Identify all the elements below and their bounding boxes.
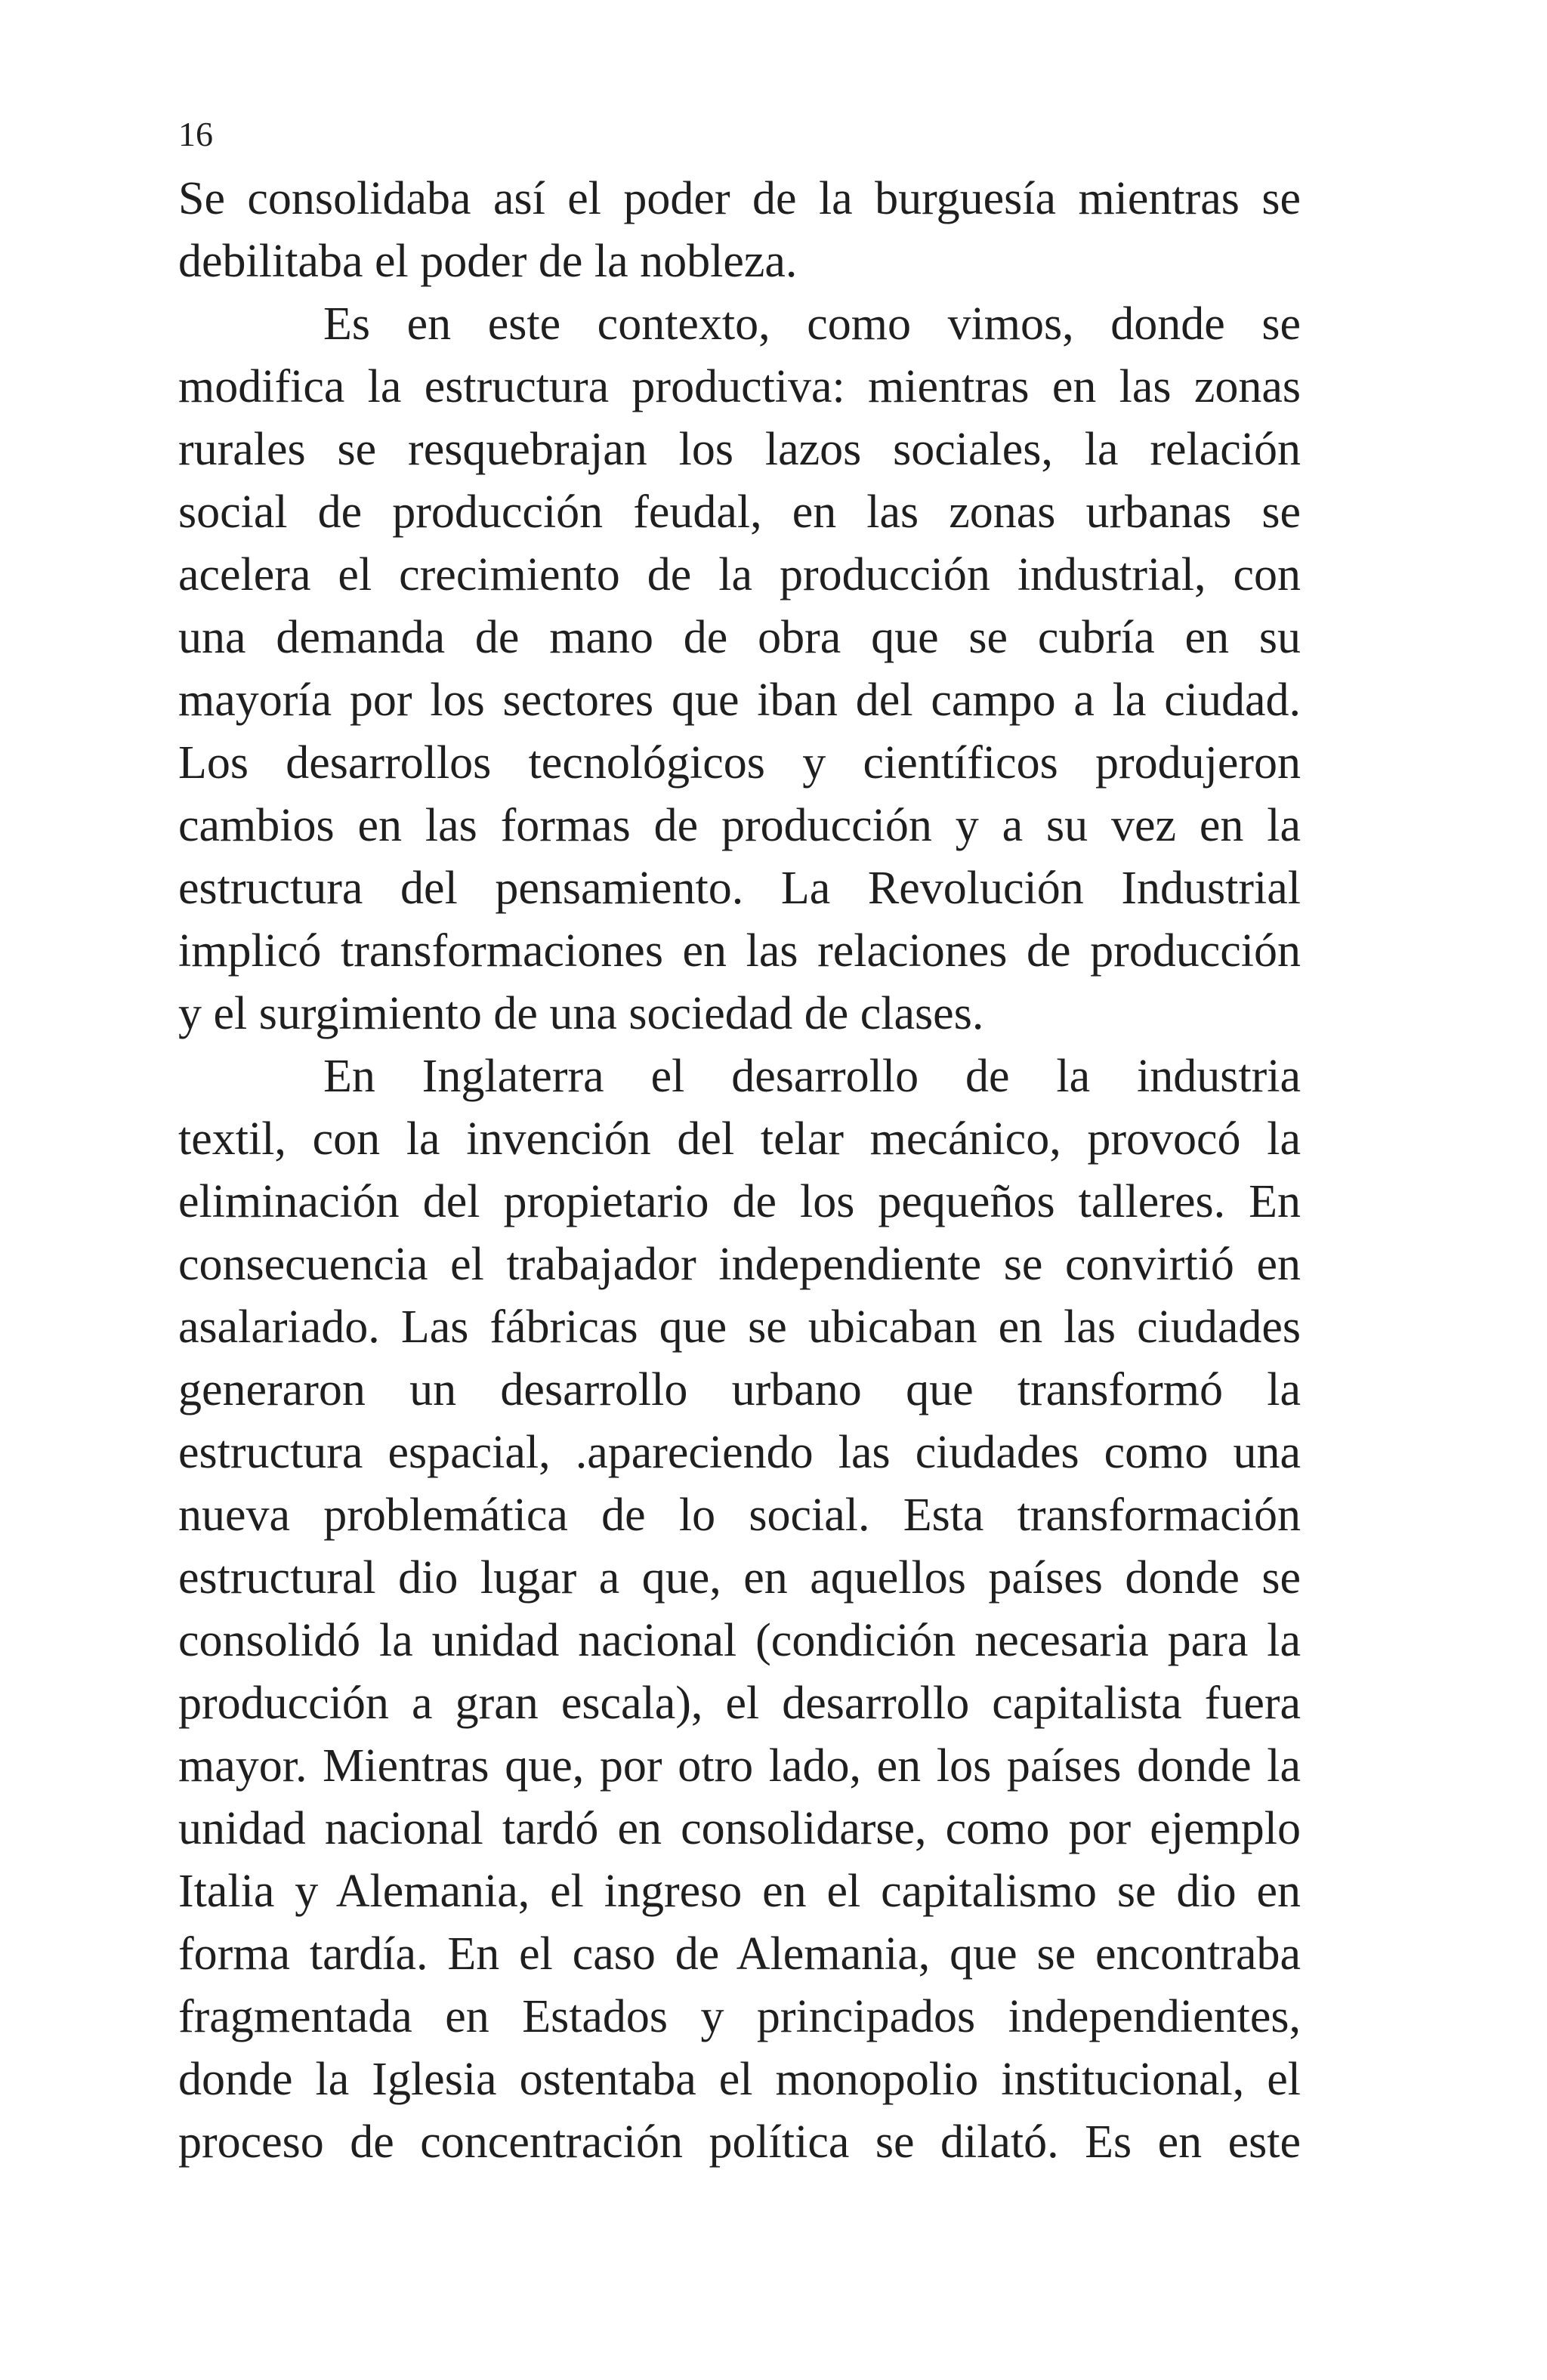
page-number: 16 <box>178 115 213 153</box>
body-text <box>178 168 1301 2174</box>
text-line: Los desarrollos tecnológicos y científicos produjeron <box>178 737 1301 789</box>
text-line: estructura del pensamiento. La Revolución Industrial <box>178 863 1301 914</box>
text-line: implicó transformaciones en las relaciones de producción <box>178 925 1301 977</box>
text-line: generaron un desarrollo urbano que transformó la <box>178 1364 1301 1415</box>
text-line: debilitaba el poder de la nobleza. <box>178 236 798 287</box>
text-line: acelera el crecimiento de la producción industrial, con <box>178 549 1301 600</box>
text-line: modifica la estructura productiva: mientras en las zonas <box>178 361 1301 412</box>
text-line: Italia y Alemania, el ingreso en el capitalismo se dio en <box>178 1866 1301 1917</box>
text-line: nueva problemática de lo social. Esta transformación <box>178 1489 1301 1541</box>
text-line: consecuencia el trabajador independiente se convirtió en <box>178 1239 1301 1290</box>
text-line: y el surgimiento de una sociedad de clases. <box>178 988 984 1039</box>
text-line: Se consolidaba así el poder de la burguesía mientras se <box>178 173 1301 224</box>
text-line: eliminación del propietario de los pequeños talleres. En <box>178 1176 1301 1227</box>
text-line: En Inglaterra el desarrollo de la industria <box>323 1051 1301 1102</box>
text-line: consolidó la unidad nacional (condición necesaria para la <box>178 1615 1301 1666</box>
text-line: social de producción feudal, en las zonas urbanas se <box>178 486 1301 538</box>
text-line: Es en este contexto, como vimos, donde se <box>323 298 1301 350</box>
text-line: mayoría por los sectores que iban del campo a la ciudad. <box>178 674 1301 726</box>
text-line: mayor. Mientras que, por otro lado, en los países donde la <box>178 1740 1301 1792</box>
text-line: unidad nacional tardó en consolidarse, como por ejemplo <box>178 1803 1301 1854</box>
text-line: rurales se resquebrajan los lazos sociales, la relación <box>178 424 1301 475</box>
text-line: proceso de concentración política se dilató. Es en este <box>178 2116 1301 2168</box>
text-line: producción a gran escala), el desarrollo capitalista fuera <box>178 1678 1301 1729</box>
text-line: forma tardía. En el caso de Alemania, que se encontraba <box>178 1928 1301 1980</box>
text-line: cambios en las formas de producción y a su vez en la <box>178 800 1301 851</box>
text-line: fragmentada en Estados y principados independientes, <box>178 1991 1301 2042</box>
text-line: textil, con la invención del telar mecánico, provocó la <box>178 1113 1301 1165</box>
text-line: una demanda de mano de obra que se cubría en su <box>178 612 1301 663</box>
text-line: asalariado. Las fábricas que se ubicaban en las ciudades <box>178 1301 1301 1353</box>
text-line: estructural dio lugar a que, en aquellos países donde se <box>178 1552 1301 1604</box>
text-line: estructura espacial, .apareciendo las ciudades como una <box>178 1427 1301 1478</box>
text-line: donde la Iglesia ostentaba el monopolio institucional, el <box>178 2054 1301 2105</box>
